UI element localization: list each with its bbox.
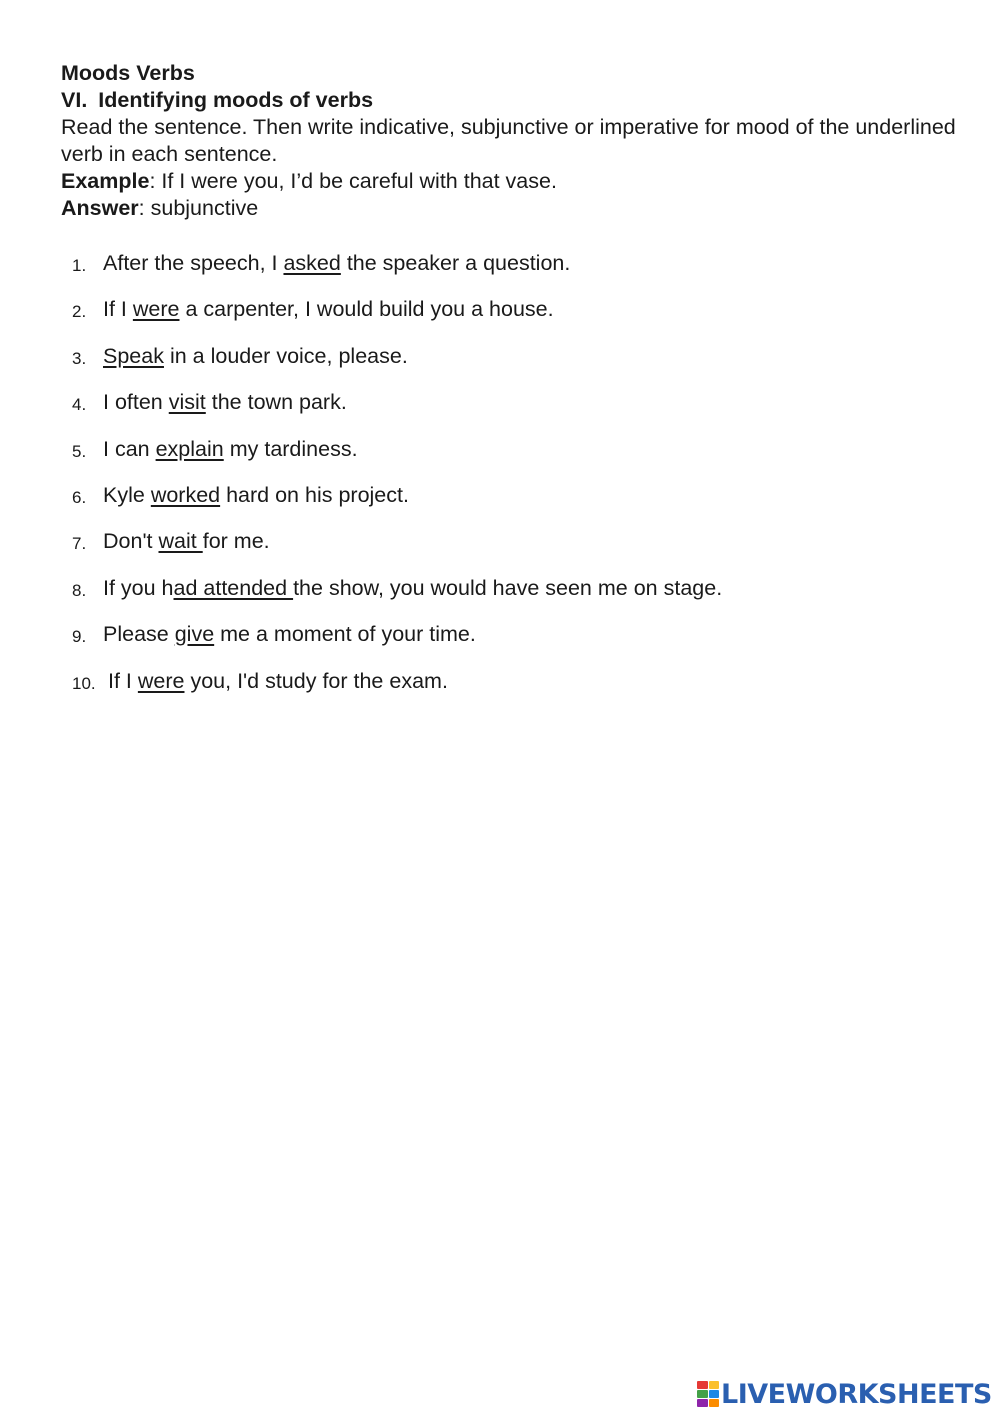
section-title: Identifying moods of verbs (98, 88, 374, 112)
underlined-verb: asked (283, 251, 341, 275)
item-sentence (108, 668, 448, 695)
item-sentence (103, 575, 722, 602)
logo-text: LIVEWORKSHEETS (721, 1378, 992, 1410)
underlined-verb: visit (168, 390, 206, 415)
logo-mark-icon (697, 1381, 719, 1407)
sentence-text-before: Please (103, 622, 175, 647)
underlined-verb: Speak (103, 343, 164, 368)
sentence-text-after: the show, you would have seen me on stage. (293, 575, 723, 600)
list-item (0, 668, 1000, 714)
example-line (61, 168, 961, 195)
underlined-verb: were (137, 668, 185, 693)
list-item (0, 296, 1000, 342)
underlined-verb: were (132, 297, 180, 322)
item-number: 10. (72, 673, 96, 693)
logo-block (697, 1390, 708, 1398)
item-sentence (103, 389, 347, 416)
underlined-verb: explain (155, 436, 224, 461)
sentence-text-after: for me. (202, 529, 270, 554)
logo-block (709, 1390, 720, 1398)
item-number: 5. (72, 441, 87, 461)
sentence-text-after: my tardiness. (223, 436, 358, 461)
list-item (0, 575, 1000, 621)
list-item (0, 621, 1000, 667)
list-item (0, 482, 1000, 528)
example-label: Example (61, 169, 150, 193)
sentence-text-before: I can (103, 436, 156, 461)
example-text: : If I were you, I’d be careful with that vase. (149, 169, 557, 193)
sentence-text-before: After the speech, I (103, 251, 284, 275)
section-heading (61, 87, 961, 114)
logo-block (697, 1381, 708, 1389)
sentence-text-after: the town park. (205, 390, 347, 415)
item-number: 7. (72, 534, 87, 554)
item-number: 6. (72, 487, 87, 507)
list-item (0, 528, 1000, 574)
sentence-text-after: you, I'd study for the exam. (184, 668, 448, 693)
answer-line (61, 195, 961, 222)
item-number: 9. (72, 627, 87, 647)
item-number: 4. (72, 395, 87, 415)
instructions: Read the sentence. Then write indicative, subjunctive or imperative for mood of the underlined verb in each sentence. (61, 115, 956, 166)
item-sentence (103, 436, 358, 463)
sentence-text-after: me a moment of your time. (214, 622, 476, 647)
underlined-verb: worked (150, 482, 221, 507)
sentence-text-before: Don't (103, 529, 159, 554)
item-sentence (103, 250, 570, 277)
item-sentence (103, 528, 270, 555)
item-sentence (103, 621, 476, 648)
logo-block (709, 1399, 720, 1407)
item-sentence (103, 296, 554, 323)
item-sentence (103, 343, 408, 370)
sentence-text-before: Kyle (103, 482, 151, 507)
item-sentence (103, 482, 409, 509)
logo-block (709, 1381, 720, 1389)
sentence-text-after: the speaker a question. (340, 251, 571, 275)
sentence-text-after: a carpenter, I would build you a house. (179, 297, 554, 322)
section-number: VI. (61, 88, 88, 112)
list-item (0, 343, 1000, 389)
list-item (0, 436, 1000, 482)
sentence-text-after: in a louder voice, please. (163, 343, 408, 368)
sentence-text-before: If I (108, 668, 138, 693)
underlined-verb: wait (158, 529, 203, 554)
item-number: 1. (72, 256, 87, 275)
sentence-text-before: I often (103, 390, 169, 415)
item-number: 2. (72, 302, 87, 322)
sentence-text-before: If I (103, 297, 133, 322)
answer-text: : subjunctive (138, 196, 259, 220)
item-number: 8. (72, 580, 87, 600)
answer-label: Answer (61, 196, 139, 220)
sentence-text-after: hard on his project. (220, 482, 409, 507)
list-item (0, 389, 1000, 435)
underlined-verb: ad attended (173, 575, 294, 600)
liveworksheets-logo (697, 1379, 992, 1409)
logo-block (697, 1399, 708, 1407)
list-item (0, 250, 1000, 296)
sentence-text-before: If you h (103, 575, 174, 600)
page-title: Moods Verbs (61, 61, 195, 85)
underlined-verb: give (174, 622, 215, 647)
item-number: 3. (72, 348, 87, 368)
worksheet-header (61, 60, 961, 222)
sentence-list (0, 250, 1000, 714)
